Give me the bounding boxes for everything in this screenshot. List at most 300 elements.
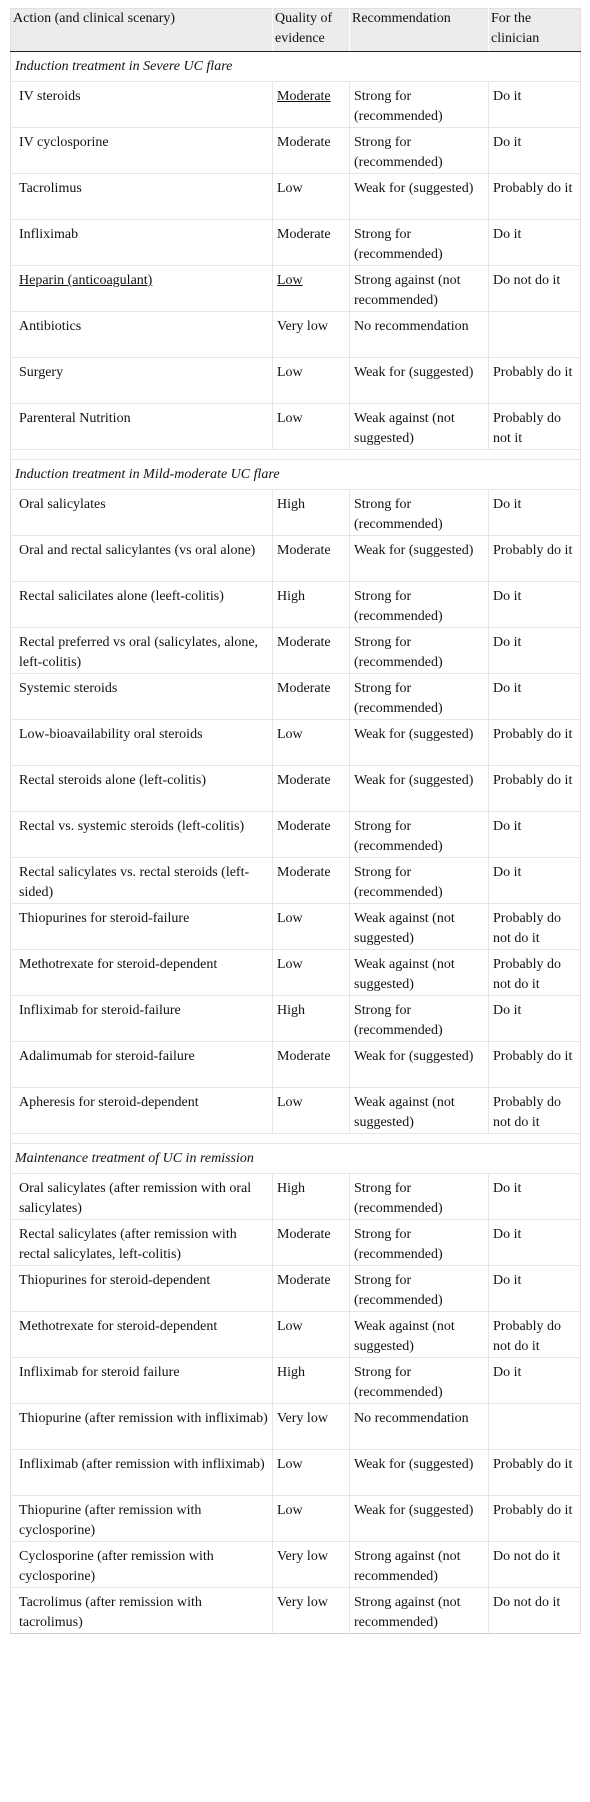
cell-clinician-text: Probably do not do it bbox=[493, 957, 562, 992]
cell-recommendation-text: Strong for (recommended) bbox=[354, 865, 443, 900]
cell-recommendation bbox=[350, 1312, 489, 1358]
cell-recommendation bbox=[350, 128, 489, 174]
cell-clinician bbox=[489, 128, 581, 174]
table-row bbox=[11, 628, 581, 674]
cell-action bbox=[11, 582, 273, 628]
table-row bbox=[11, 582, 581, 628]
cell-quality bbox=[273, 582, 350, 628]
cell-recommendation-text: Strong for (recommended) bbox=[354, 135, 443, 170]
header-clinician: For the clinician bbox=[489, 9, 581, 52]
cell-clinician bbox=[489, 82, 581, 128]
cell-recommendation-text: No recommendation bbox=[354, 319, 469, 334]
cell-quality-text: Moderate bbox=[277, 1273, 331, 1288]
cell-action-text: IV cyclosporine bbox=[19, 135, 109, 150]
cell-quality-text: Low bbox=[277, 1319, 303, 1334]
table-row bbox=[11, 674, 581, 720]
cell-quality bbox=[273, 174, 350, 220]
cell-action-text: Thiopurines for steroid-dependent bbox=[19, 1273, 211, 1288]
cell-clinician bbox=[489, 174, 581, 220]
cell-clinician-text: Probably do not do it bbox=[493, 1319, 562, 1354]
cell-quality-text: High bbox=[277, 1181, 305, 1196]
cell-clinician bbox=[489, 1266, 581, 1312]
header-quality: Quality of evidence bbox=[273, 9, 350, 52]
cell-clinician-text: Probably do it bbox=[493, 365, 573, 380]
cell-action-text: Thiopurines for steroid-failure bbox=[19, 911, 190, 926]
spacer-cell bbox=[11, 450, 581, 460]
cell-action-text: IV steroids bbox=[19, 89, 81, 104]
cell-action-text: Low-bioavailability oral steroids bbox=[19, 727, 203, 742]
cell-action bbox=[11, 358, 273, 404]
table-row bbox=[11, 1358, 581, 1404]
cell-action-text: Adalimumab for steroid-failure bbox=[19, 1049, 195, 1064]
cell-action-text: Antibiotics bbox=[19, 319, 82, 334]
table-row bbox=[11, 1496, 581, 1542]
cell-quality-text: Moderate bbox=[277, 865, 331, 880]
cell-clinician bbox=[489, 1588, 581, 1634]
cell-recommendation-text: Strong for (recommended) bbox=[354, 819, 443, 854]
cell-quality-text: Low bbox=[277, 911, 303, 926]
cell-quality-text: Moderate bbox=[277, 227, 331, 242]
cell-action bbox=[11, 128, 273, 174]
cell-quality-text: High bbox=[277, 1003, 305, 1018]
cell-recommendation-text: Strong against (not recommended) bbox=[354, 273, 461, 308]
cell-clinician-text: Do it bbox=[493, 589, 522, 604]
cell-action bbox=[11, 312, 273, 358]
cell-action bbox=[11, 1266, 273, 1312]
cell-quality-text: Moderate bbox=[277, 819, 331, 834]
cell-clinician bbox=[489, 996, 581, 1042]
cell-quality bbox=[273, 1588, 350, 1634]
cell-clinician-text: Do it bbox=[493, 865, 522, 880]
cell-action bbox=[11, 674, 273, 720]
cell-action bbox=[11, 766, 273, 812]
cell-clinician-text: Probably do it bbox=[493, 1049, 573, 1064]
cell-recommendation-text: Weak against (not suggested) bbox=[354, 957, 455, 992]
cell-clinician bbox=[489, 266, 581, 312]
section-spacer bbox=[11, 1134, 581, 1144]
cell-quality bbox=[273, 1450, 350, 1496]
cell-recommendation-text: Weak for (suggested) bbox=[354, 181, 474, 196]
section-header-row bbox=[11, 52, 581, 82]
cell-clinician bbox=[489, 766, 581, 812]
cell-quality-text: Moderate bbox=[277, 543, 331, 558]
cell-quality-text: Low bbox=[277, 1503, 303, 1518]
cell-recommendation bbox=[350, 1450, 489, 1496]
table-row bbox=[11, 1088, 581, 1134]
cell-quality bbox=[273, 1312, 350, 1358]
cell-recommendation-text: Strong against (not recommended) bbox=[354, 1549, 461, 1584]
cell-clinician bbox=[489, 1542, 581, 1588]
cell-quality bbox=[273, 1266, 350, 1312]
cell-action-text: Tacrolimus bbox=[19, 181, 82, 196]
cell-quality bbox=[273, 858, 350, 904]
cell-action bbox=[11, 266, 273, 312]
table-row bbox=[11, 1174, 581, 1220]
cell-recommendation-text: Weak against (not suggested) bbox=[354, 411, 455, 446]
cell-recommendation bbox=[350, 536, 489, 582]
cell-recommendation-text: Strong against (not recommended) bbox=[354, 1595, 461, 1630]
section-spacer bbox=[11, 450, 581, 460]
cell-action bbox=[11, 1312, 273, 1358]
cell-recommendation bbox=[350, 358, 489, 404]
cell-action bbox=[11, 1042, 273, 1088]
cell-clinician bbox=[489, 358, 581, 404]
cell-clinician-text: Do not do it bbox=[493, 273, 561, 288]
cell-recommendation-text: Weak against (not suggested) bbox=[354, 1319, 455, 1354]
cell-recommendation-text: Weak against (not suggested) bbox=[354, 1095, 455, 1130]
table-row bbox=[11, 220, 581, 266]
cell-recommendation-text: Weak for (suggested) bbox=[354, 727, 474, 742]
cell-clinician-text: Do it bbox=[493, 635, 522, 650]
cell-quality-text: Moderate bbox=[277, 773, 331, 788]
header-recommendation: Recommendation bbox=[350, 9, 489, 52]
cell-clinician-text: Do it bbox=[493, 89, 522, 104]
cell-action bbox=[11, 628, 273, 674]
cell-recommendation bbox=[350, 1266, 489, 1312]
cell-recommendation-text: Strong for (recommended) bbox=[354, 1227, 443, 1262]
cell-action bbox=[11, 1588, 273, 1634]
section-title: Maintenance treatment of UC in remission bbox=[11, 1144, 581, 1174]
cell-recommendation-text: Strong for (recommended) bbox=[354, 89, 443, 124]
cell-action-text: Heparin (anticoagulant) bbox=[19, 273, 153, 288]
cell-clinician bbox=[489, 950, 581, 996]
cell-action bbox=[11, 1174, 273, 1220]
table-header bbox=[11, 9, 581, 52]
cell-recommendation bbox=[350, 1404, 489, 1450]
cell-clinician-text: Do it bbox=[493, 1273, 522, 1288]
cell-recommendation-text: Strong for (recommended) bbox=[354, 1003, 443, 1038]
cell-quality bbox=[273, 1220, 350, 1266]
table-row bbox=[11, 1266, 581, 1312]
cell-clinician-text: Probably do not do it bbox=[493, 1095, 562, 1130]
cell-quality bbox=[273, 1404, 350, 1450]
cell-recommendation-text: Strong for (recommended) bbox=[354, 497, 443, 532]
cell-recommendation-text: Weak for (suggested) bbox=[354, 365, 474, 380]
cell-action bbox=[11, 720, 273, 766]
cell-action-text: Rectal steroids alone (left-colitis) bbox=[19, 773, 206, 788]
cell-quality-text: Very low bbox=[277, 1411, 328, 1426]
cell-clinician bbox=[489, 1404, 581, 1450]
cell-quality bbox=[273, 766, 350, 812]
cell-quality-text: Very low bbox=[277, 319, 328, 334]
cell-quality-text: Low bbox=[277, 365, 303, 380]
cell-recommendation-text: No recommendation bbox=[354, 1411, 469, 1426]
cell-recommendation bbox=[350, 1174, 489, 1220]
cell-action bbox=[11, 404, 273, 450]
cell-clinician-text: Probably do not it bbox=[493, 411, 562, 446]
cell-quality bbox=[273, 1088, 350, 1134]
cell-action bbox=[11, 536, 273, 582]
cell-recommendation bbox=[350, 904, 489, 950]
table-row bbox=[11, 1450, 581, 1496]
cell-quality-text: Moderate bbox=[277, 635, 331, 650]
cell-action-text: Infliximab (after remission with infliximab) bbox=[19, 1457, 265, 1472]
cell-quality-text: Very low bbox=[277, 1549, 328, 1564]
cell-action bbox=[11, 1496, 273, 1542]
cell-action-text: Rectal vs. systemic steroids (left-colitis) bbox=[19, 819, 245, 834]
table-row bbox=[11, 358, 581, 404]
table-row bbox=[11, 536, 581, 582]
cell-clinician bbox=[489, 490, 581, 536]
cell-clinician bbox=[489, 1174, 581, 1220]
cell-action-text: Apheresis for steroid-dependent bbox=[19, 1095, 199, 1110]
section-header-row bbox=[11, 460, 581, 490]
cell-action-text: Tacrolimus (after remission with tacrolimus) bbox=[19, 1595, 202, 1630]
cell-action-text: Surgery bbox=[19, 365, 64, 380]
cell-quality-text: Low bbox=[277, 273, 303, 288]
table-row bbox=[11, 766, 581, 812]
cell-recommendation bbox=[350, 266, 489, 312]
cell-action-text: Oral and rectal salicylantes (vs oral alone) bbox=[19, 543, 256, 558]
cell-action-text: Oral salicylates bbox=[19, 497, 106, 512]
cell-quality-text: Low bbox=[277, 411, 303, 426]
table-row bbox=[11, 82, 581, 128]
table-row bbox=[11, 1042, 581, 1088]
cell-clinician bbox=[489, 1358, 581, 1404]
cell-action-text: Thiopurine (after remission with cyclosporine) bbox=[19, 1503, 202, 1538]
cell-clinician-text: Do not do it bbox=[493, 1595, 561, 1610]
cell-clinician bbox=[489, 1312, 581, 1358]
cell-action-text: Oral salicylates (after remission with oral salicylates) bbox=[19, 1181, 252, 1216]
cell-action bbox=[11, 1542, 273, 1588]
cell-clinician-text: Probably do it bbox=[493, 1503, 573, 1518]
cell-recommendation-text: Strong for (recommended) bbox=[354, 1365, 443, 1400]
cell-quality-text: Moderate bbox=[277, 1227, 331, 1242]
cell-quality bbox=[273, 490, 350, 536]
table-row bbox=[11, 404, 581, 450]
section-title: Induction treatment in Severe UC flare bbox=[11, 52, 581, 82]
cell-quality bbox=[273, 950, 350, 996]
cell-recommendation bbox=[350, 82, 489, 128]
cell-clinician bbox=[489, 858, 581, 904]
cell-action-text: Parenteral Nutrition bbox=[19, 411, 131, 426]
cell-action-text: Rectal salicilates alone (leeft-colitis) bbox=[19, 589, 224, 604]
cell-clinician-text: Do it bbox=[493, 681, 522, 696]
table-row bbox=[11, 1404, 581, 1450]
cell-action-text: Infliximab for steroid-failure bbox=[19, 1003, 181, 1018]
cell-action bbox=[11, 174, 273, 220]
cell-quality bbox=[273, 1496, 350, 1542]
cell-recommendation-text: Weak for (suggested) bbox=[354, 1503, 474, 1518]
cell-clinician bbox=[489, 404, 581, 450]
cell-quality-text: Moderate bbox=[277, 135, 331, 150]
cell-clinician bbox=[489, 812, 581, 858]
cell-clinician-text: Do it bbox=[493, 1181, 522, 1196]
cell-action-text: Methotrexate for steroid-dependent bbox=[19, 1319, 218, 1334]
cell-quality bbox=[273, 358, 350, 404]
cell-clinician bbox=[489, 674, 581, 720]
cell-recommendation bbox=[350, 950, 489, 996]
cell-recommendation bbox=[350, 1042, 489, 1088]
cell-quality bbox=[273, 1542, 350, 1588]
cell-action bbox=[11, 812, 273, 858]
cell-quality bbox=[273, 674, 350, 720]
table-row bbox=[11, 720, 581, 766]
cell-recommendation-text: Weak for (suggested) bbox=[354, 543, 474, 558]
header-action: Action (and clinical scenary) bbox=[11, 9, 273, 52]
cell-action bbox=[11, 1088, 273, 1134]
cell-action bbox=[11, 82, 273, 128]
cell-recommendation bbox=[350, 1088, 489, 1134]
cell-recommendation-text: Weak against (not suggested) bbox=[354, 911, 455, 946]
cell-quality bbox=[273, 312, 350, 358]
cell-clinician bbox=[489, 1088, 581, 1134]
table-row bbox=[11, 174, 581, 220]
cell-clinician-text: Do it bbox=[493, 135, 522, 150]
header-row bbox=[11, 9, 581, 52]
cell-recommendation bbox=[350, 490, 489, 536]
cell-action-text: Infliximab bbox=[19, 227, 79, 242]
cell-recommendation bbox=[350, 1358, 489, 1404]
cell-action bbox=[11, 1404, 273, 1450]
cell-clinician bbox=[489, 1496, 581, 1542]
cell-clinician bbox=[489, 536, 581, 582]
cell-clinician bbox=[489, 1220, 581, 1266]
cell-clinician-text: Do it bbox=[493, 1227, 522, 1242]
cell-recommendation-text: Weak for (suggested) bbox=[354, 773, 474, 788]
table-row bbox=[11, 312, 581, 358]
table-row bbox=[11, 858, 581, 904]
cell-quality-text: Low bbox=[277, 727, 303, 742]
cell-quality bbox=[273, 904, 350, 950]
cell-clinician bbox=[489, 628, 581, 674]
cell-action-text: Rectal salicylates vs. rectal steroids (left-sided) bbox=[19, 865, 250, 900]
cell-recommendation bbox=[350, 1496, 489, 1542]
cell-quality-text: High bbox=[277, 497, 305, 512]
cell-recommendation-text: Strong for (recommended) bbox=[354, 635, 443, 670]
cell-recommendation bbox=[350, 1588, 489, 1634]
cell-recommendation bbox=[350, 858, 489, 904]
cell-quality-text: Moderate bbox=[277, 681, 331, 696]
cell-quality-text: High bbox=[277, 589, 305, 604]
cell-action bbox=[11, 220, 273, 266]
cell-recommendation bbox=[350, 312, 489, 358]
cell-recommendation bbox=[350, 582, 489, 628]
recommendations-table bbox=[10, 8, 581, 1634]
cell-action-text: Infliximab for steroid failure bbox=[19, 1365, 180, 1380]
cell-clinician bbox=[489, 1042, 581, 1088]
cell-action bbox=[11, 858, 273, 904]
cell-quality bbox=[273, 266, 350, 312]
cell-action bbox=[11, 996, 273, 1042]
cell-action-text: Cyclosporine (after remission with cyclosporine) bbox=[19, 1549, 214, 1584]
cell-recommendation bbox=[350, 720, 489, 766]
cell-quality-text: High bbox=[277, 1365, 305, 1380]
cell-clinician-text: Probably do it bbox=[493, 727, 573, 742]
cell-recommendation-text: Strong for (recommended) bbox=[354, 227, 443, 262]
table-row bbox=[11, 1220, 581, 1266]
cell-recommendation bbox=[350, 674, 489, 720]
cell-clinician bbox=[489, 312, 581, 358]
cell-quality-text: Low bbox=[277, 1457, 303, 1472]
cell-quality bbox=[273, 996, 350, 1042]
cell-quality-text: Very low bbox=[277, 1595, 328, 1610]
cell-recommendation-text: Weak for (suggested) bbox=[354, 1457, 474, 1472]
cell-clinician bbox=[489, 582, 581, 628]
cell-clinician bbox=[489, 904, 581, 950]
cell-quality-text: Low bbox=[277, 957, 303, 972]
cell-clinician-text: Do it bbox=[493, 497, 522, 512]
table-body bbox=[11, 52, 581, 1634]
cell-action bbox=[11, 1358, 273, 1404]
cell-recommendation bbox=[350, 766, 489, 812]
cell-recommendation bbox=[350, 812, 489, 858]
cell-quality bbox=[273, 628, 350, 674]
cell-clinician-text: Probably do it bbox=[493, 1457, 573, 1472]
cell-action-text: Methotrexate for steroid-dependent bbox=[19, 957, 218, 972]
cell-recommendation bbox=[350, 996, 489, 1042]
cell-recommendation bbox=[350, 1542, 489, 1588]
cell-recommendation bbox=[350, 628, 489, 674]
cell-action bbox=[11, 950, 273, 996]
cell-action bbox=[11, 490, 273, 536]
cell-recommendation bbox=[350, 1220, 489, 1266]
cell-quality bbox=[273, 128, 350, 174]
cell-action bbox=[11, 1220, 273, 1266]
cell-action-text: Thiopurine (after remission with infliximab) bbox=[19, 1411, 268, 1426]
table-row bbox=[11, 904, 581, 950]
cell-recommendation-text: Strong for (recommended) bbox=[354, 1181, 443, 1216]
cell-action-text: Rectal preferred vs oral (salicylates, alone, left-colitis) bbox=[19, 635, 259, 670]
cell-clinician-text: Do it bbox=[493, 227, 522, 242]
table-row bbox=[11, 266, 581, 312]
cell-quality-text: Moderate bbox=[277, 89, 331, 104]
cell-action-text: Rectal salicylates (after remission with rectal salicylates, left-colitis) bbox=[19, 1227, 237, 1262]
cell-quality-text: Low bbox=[277, 181, 303, 196]
table-row bbox=[11, 996, 581, 1042]
cell-quality-text: Moderate bbox=[277, 1049, 331, 1064]
cell-clinician bbox=[489, 1450, 581, 1496]
cell-clinician-text: Do it bbox=[493, 1003, 522, 1018]
cell-recommendation bbox=[350, 220, 489, 266]
cell-quality bbox=[273, 720, 350, 766]
cell-recommendation bbox=[350, 404, 489, 450]
cell-quality bbox=[273, 812, 350, 858]
table-row bbox=[11, 128, 581, 174]
cell-clinician bbox=[489, 220, 581, 266]
cell-quality bbox=[273, 404, 350, 450]
cell-clinician-text: Do not do it bbox=[493, 1549, 561, 1564]
cell-action bbox=[11, 904, 273, 950]
table-row bbox=[11, 490, 581, 536]
spacer-cell bbox=[11, 1134, 581, 1144]
cell-quality-text: Low bbox=[277, 1095, 303, 1110]
cell-recommendation bbox=[350, 174, 489, 220]
cell-quality bbox=[273, 536, 350, 582]
cell-action-text: Systemic steroids bbox=[19, 681, 118, 696]
section-title: Induction treatment in Mild-moderate UC flare bbox=[11, 460, 581, 490]
table-row bbox=[11, 1588, 581, 1634]
cell-quality bbox=[273, 1358, 350, 1404]
cell-recommendation-text: Strong for (recommended) bbox=[354, 681, 443, 716]
cell-quality bbox=[273, 220, 350, 266]
cell-clinician-text: Probably do not do it bbox=[493, 911, 562, 946]
table-row bbox=[11, 1542, 581, 1588]
cell-clinician-text: Probably do it bbox=[493, 543, 573, 558]
cell-quality bbox=[273, 1174, 350, 1220]
cell-quality bbox=[273, 82, 350, 128]
cell-quality bbox=[273, 1042, 350, 1088]
cell-recommendation-text: Strong for (recommended) bbox=[354, 1273, 443, 1308]
table-row bbox=[11, 950, 581, 996]
cell-clinician-text: Probably do it bbox=[493, 181, 573, 196]
cell-clinician-text: Probably do it bbox=[493, 773, 573, 788]
cell-clinician-text: Do it bbox=[493, 819, 522, 834]
table-row bbox=[11, 1312, 581, 1358]
section-header-row bbox=[11, 1144, 581, 1174]
cell-clinician bbox=[489, 720, 581, 766]
cell-recommendation-text: Weak for (suggested) bbox=[354, 1049, 474, 1064]
